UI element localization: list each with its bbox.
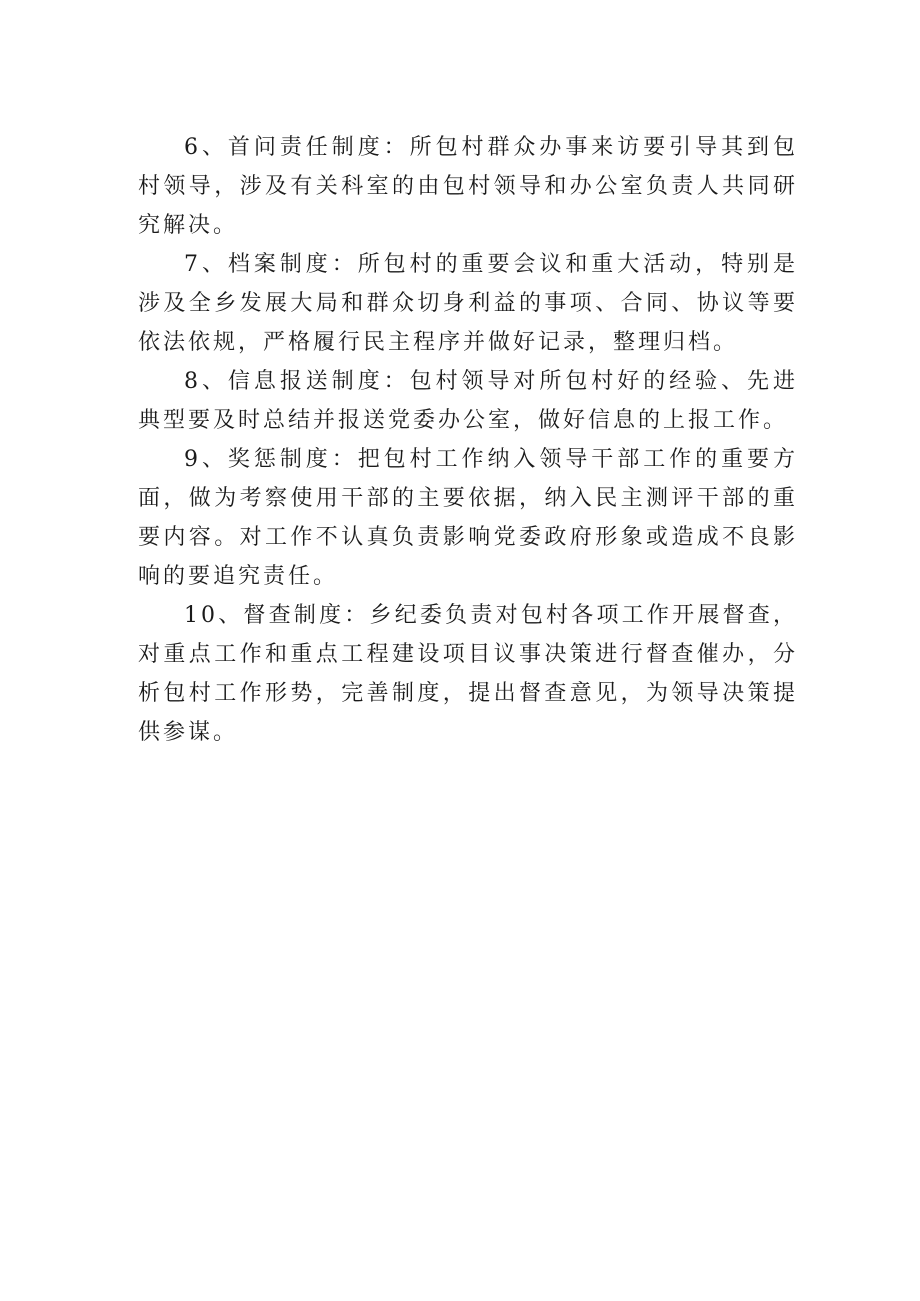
- paragraph-first-inquiry-responsibility: 6、首问责任制度：所包村群众办事来访要引导其到包村领导，涉及有关科室的由包村领导和办公室负责人共同研究解决。: [138, 135, 798, 238]
- paragraph-archive-system: 7、档案制度：所包村的重要会议和重大活动，特别是涉及全乡发展大局和群众切身利益的事项、合同、协议等要依法依规，严格履行民主程序并做好记录，整理归档。: [138, 252, 798, 355]
- document-body: [138, 128, 798, 752]
- paragraph-information-reporting: 8、信息报送制度：包村领导对所包村好的经验、先进典型要及时总结并报送党委办公室，做好信息的上报工作。: [138, 369, 798, 433]
- paragraph-supervision-system: 10、督查制度：乡纪委负责对包村各项工作开展督查，对重点工作和重点工程建设项目议事决策进行督查催办，分析包村工作形势，完善制度，提出督查意见，为领导决策提供参谋。: [138, 603, 798, 745]
- paragraph-reward-punishment: 9、奖惩制度：把包村工作纳入领导干部工作的重要方面，做为考察使用干部的主要依据，纳入民主测评干部的重要内容。对工作不认真负责影响党委政府形象或造成不良影响的要追究责任。: [138, 447, 798, 589]
